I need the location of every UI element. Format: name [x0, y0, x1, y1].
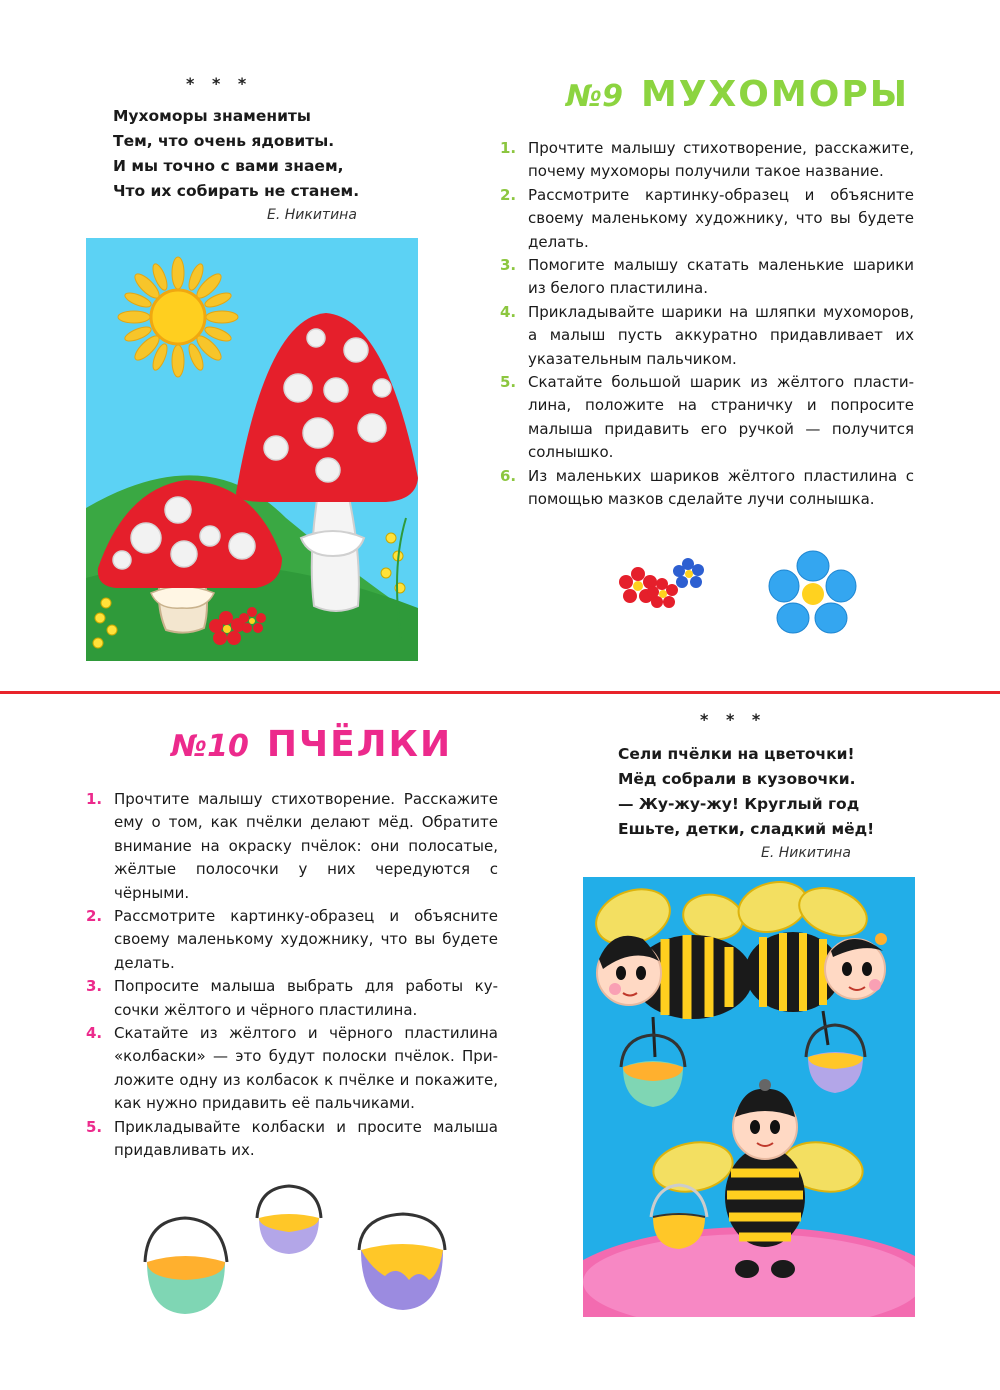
instructions-list-10 — [86, 788, 498, 1163]
section-number: №9 — [566, 79, 623, 114]
section-title-text: ПЧЁЛКИ — [266, 724, 453, 765]
poem-stars: * * * — [186, 74, 253, 93]
bucket — [257, 1186, 321, 1254]
bucket — [359, 1214, 445, 1310]
list-item: 3. Помогите малышу скатать маленькие шарики из белого пластилина. — [500, 256, 914, 298]
poem-author: Е. Никитина — [761, 845, 851, 861]
poem-line: Тем, что очень ядовиты. — [113, 132, 335, 150]
buckets-example — [139, 1180, 449, 1320]
poem-line: Сели пчёлки на цветочки! — [618, 745, 855, 763]
mushrooms-illustration — [86, 238, 418, 661]
section-title-text: МУХОМОРЫ — [640, 74, 910, 115]
list-item: 4. Скатайте из жёлтого и чёрного пластилина «колбаски» — это будут полоски пчёлок. Приложите одну из колбасок к пчёлке и покажите, как нужно придавить её пальчиками. — [86, 1024, 498, 1113]
section-number: №10 — [171, 729, 249, 764]
list-item: 6. Из маленьких шариков жёлтого пластилина с помощью мазков сделайте лучи солнышка. — [500, 466, 914, 509]
instructions-list-9 — [500, 137, 914, 512]
list-item: 1. Прочтите малышу стихотворение, расскажите, почему мухоморы получили такое название. — [500, 139, 914, 181]
list-item: 5. Скатайте большой шарик из жёлтого пластилина, положите на страничку и попросите малыша придавить его ручкой — получится солнышко. — [500, 373, 914, 462]
list-item: 2. Рассмотрите картинку-образец и объясните своему маленькому художнику, что вы будете делать. — [500, 185, 914, 251]
poem-line: Мёд собрали в кузовочки. — [618, 770, 856, 788]
sun — [118, 257, 238, 377]
poem-bees — [618, 742, 874, 842]
list-item: 5. Прикладывайте колбаски и просите малыша придавливать их. — [86, 1117, 498, 1160]
poem-line: Мухоморы знамениты — [113, 107, 311, 125]
list-item: 2. Рассмотрите картинку-образец и объясните своему маленькому художнику, что вы будете делать. — [86, 907, 498, 972]
flowers-example — [618, 552, 718, 622]
list-item: 4. Прикладывайте шарики на шляпки мухоморов, а малыш пусть аккуратно придавливает их указательным пальчиком. — [500, 302, 914, 368]
bees-illustration — [583, 877, 915, 1317]
poem-author: Е. Никитина — [267, 207, 357, 223]
section-title-10 — [171, 724, 452, 765]
section-divider — [0, 691, 1000, 694]
poem-mushrooms — [113, 104, 359, 204]
poem-stars: * * * — [700, 710, 767, 729]
poem-line: И мы точно с вами знаем, — [113, 157, 344, 175]
blue-flower-example — [767, 548, 859, 638]
list-item: 1. Прочтите малышу стихотворение. Расскажите ему о том, как пчёлки делают мёд. Обратите внимание на окраску пчёлок: они полосатые, жёлтые полосочки у них чередуются с чёрными. — [86, 790, 498, 902]
bucket — [145, 1218, 227, 1314]
list-item: 3. Попросите малыша выбрать для работы кусочки жёлтого и чёрного пластилина. — [86, 977, 498, 1019]
poem-line: — Жу-жу-жу! Круглый год — [618, 795, 860, 813]
poem-line: Что их собирать не станем. — [113, 182, 360, 200]
poem-line: Ешьте, детки, сладкий мёд! — [618, 820, 875, 838]
section-title-9 — [566, 74, 909, 115]
